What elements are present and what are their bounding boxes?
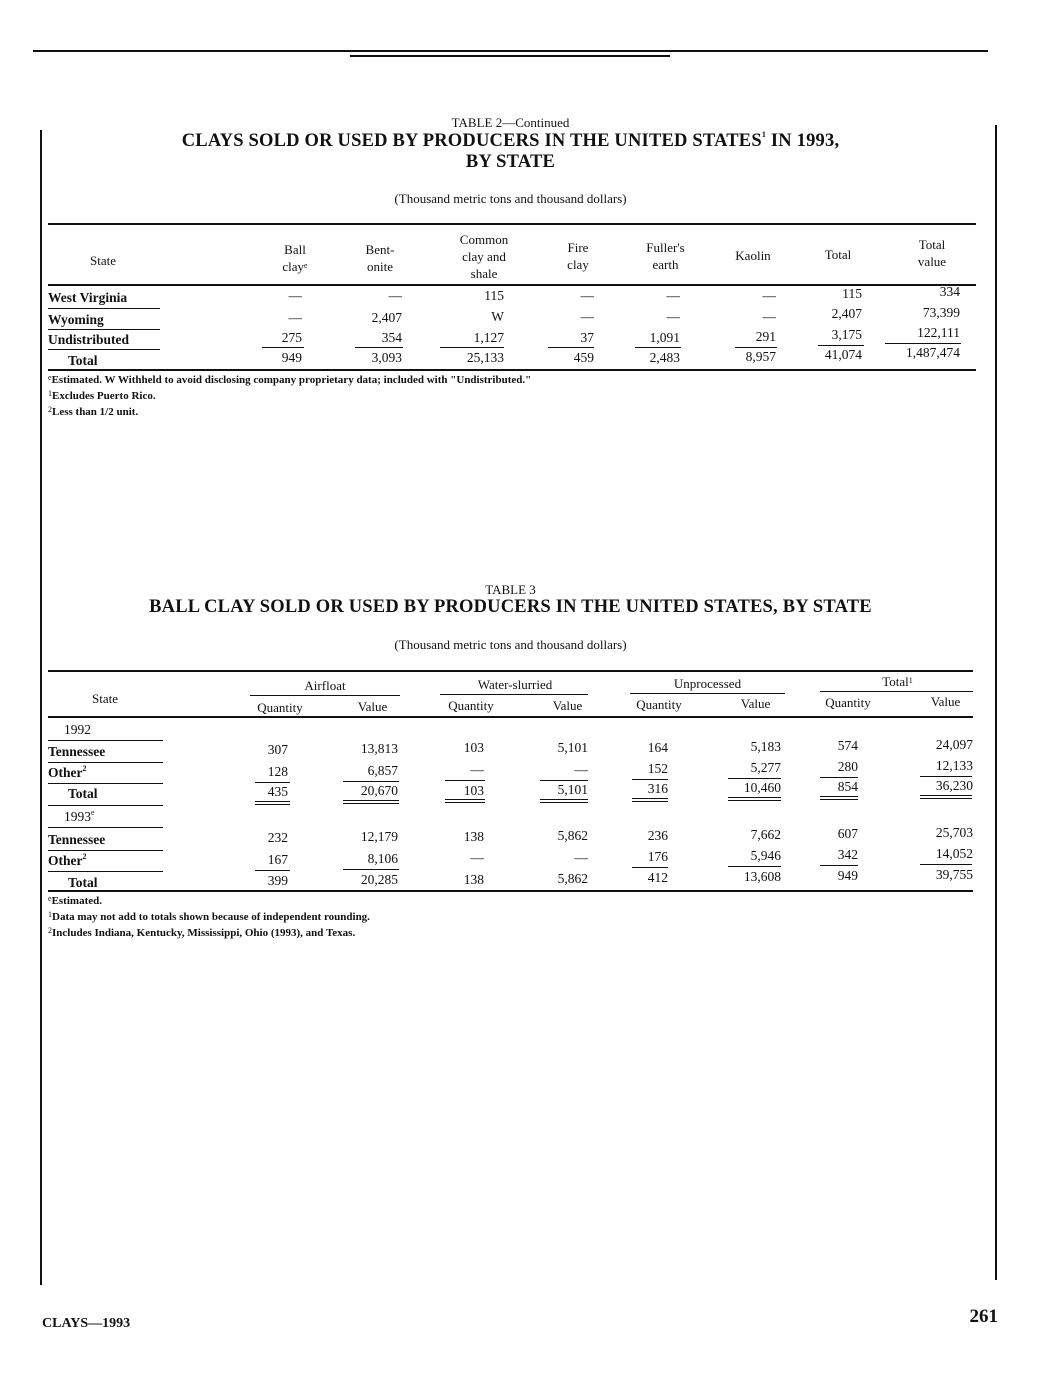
table2-cell: 2,483 (649, 350, 680, 365)
common-line2: clay and (462, 249, 506, 264)
bentonite-line1: Bent- (365, 242, 395, 257)
table2-total-underline (635, 347, 681, 348)
table2-units: (Thousand metric tons and thousand dollars) (394, 191, 627, 206)
table3-cell: 103 (463, 783, 484, 798)
table2-cell: 122,111 (917, 325, 960, 340)
table3-cell: 8,106 (367, 851, 398, 866)
table3-group-underline (440, 694, 588, 695)
table3-total-underline (343, 781, 399, 782)
table3-cell: 5,862 (557, 871, 588, 886)
table2-cell: 25,133 (466, 350, 504, 365)
common-line3: shale (470, 266, 498, 281)
table3-cell: 167 (267, 852, 288, 867)
table2-cell: 2,407 (371, 310, 402, 325)
table2-header-total: Total (824, 247, 852, 262)
table3-total-underline (820, 777, 858, 778)
table3-double-underline (255, 801, 290, 802)
table2-header-state: State (90, 253, 116, 268)
table3-cell: 5,946 (750, 848, 781, 863)
table2-row-state: Wyoming (48, 312, 104, 327)
table3-total-underline (632, 867, 668, 868)
table3-cell: 24,097 (935, 737, 973, 752)
table3-cell: 12,133 (935, 758, 973, 773)
table3-cell: 5,101 (557, 782, 588, 797)
table3-double-underline (728, 800, 781, 801)
table3-cell: 399 (267, 873, 288, 888)
table3-header-state: State (92, 691, 118, 706)
table2-stub-underline (48, 329, 160, 330)
table3-subheader-value: Value (552, 698, 583, 713)
table3-header-water-slurried: Water-slurried (477, 677, 553, 692)
table2-header-bentonite (345, 241, 415, 275)
table3-subheader-value: Value (740, 696, 771, 711)
table2-top-rule (48, 223, 976, 225)
footer-left: CLAYS—1993 (42, 1316, 131, 1331)
table3-stub-underline (48, 783, 163, 784)
table3-cell: 5,277 (750, 760, 781, 775)
table3-double-underline (540, 799, 588, 800)
table2-cell: 459 (573, 350, 594, 365)
table3-header-total: Total$^1$ (882, 674, 913, 689)
table3-year-label: 1993e (64, 808, 95, 824)
table2-cell: 115 (484, 288, 504, 303)
table2-cell: — (288, 288, 302, 303)
table3-subheader-quantity: Quantity (257, 700, 303, 715)
table3-cell: 949 (837, 868, 858, 883)
table3-row-state: Tennessee (48, 832, 106, 847)
table2-header-kaolin: Kaolin (735, 248, 771, 263)
table2-cell: 275 (281, 330, 302, 345)
table3-cell: 176 (647, 849, 668, 864)
table3-cell: 342 (837, 847, 858, 862)
table2-cell: — (580, 309, 594, 324)
table2-row-state-total: Total (68, 353, 98, 368)
table3-group-underline (250, 695, 400, 696)
top-rule-thick (350, 55, 670, 57)
table2-title-line2: BY STATE (465, 152, 556, 172)
table3-cell: — (574, 850, 588, 865)
table2-header-fire-clay (548, 239, 608, 273)
table3-double-underline (632, 798, 668, 799)
table3-title: BALL CLAY SOLD OR USED BY PRODUCERS IN THE UNITED STATES, BY STATE (149, 597, 872, 617)
table3-row-state-total: Total (68, 786, 98, 801)
table2-cell: — (666, 288, 680, 303)
table3-total-underline (820, 865, 858, 866)
table2-header-total-value (897, 236, 967, 270)
table2-cell: 354 (381, 330, 402, 345)
table3-stub-underline (48, 805, 163, 806)
table3-subheader-value: Value (357, 699, 388, 714)
total-value-line1: Total (918, 237, 946, 252)
table3-stub-underline (48, 850, 163, 851)
table3-total-underline (728, 778, 781, 779)
table2-cell: 37 (580, 330, 594, 345)
table3-group-underline (630, 693, 785, 694)
table2-total-underline (262, 347, 304, 348)
table3-cell: 138 (463, 829, 484, 844)
table2-note: $^e$Estimated. W Withheld to avoid disclosing company proprietary data; included with "Undistributed." (48, 373, 532, 386)
table3-double-underline (343, 803, 399, 804)
table2-header-ball-clay (260, 241, 330, 275)
table3-total-underline (632, 779, 668, 780)
table3-cell: 13,608 (743, 869, 781, 884)
table3-cell: 13,813 (360, 741, 398, 756)
table3-row-state: Other$^2$ (48, 852, 87, 868)
table2-title-line1: CLAYS SOLD OR USED BY PRODUCERS IN THE UNITED STATES (181, 131, 762, 151)
table2-cell: — (666, 309, 680, 324)
table2-cell: 1,091 (649, 330, 680, 345)
table3-double-underline (445, 802, 485, 803)
fullers-line2: earth (652, 257, 679, 272)
table3-top-rule (48, 670, 973, 672)
table3-cell: 138 (463, 872, 484, 887)
table3-subheader-quantity: Quantity (448, 698, 494, 713)
table3-bottom-rule (48, 890, 973, 892)
table2-row-state: West Virginia (48, 290, 128, 305)
table3-total-underline (920, 776, 972, 777)
table3-total-underline (255, 870, 290, 871)
table2-total-underline (818, 345, 864, 346)
table2-cell: W (491, 309, 504, 324)
table3-stub-underline (48, 740, 163, 741)
table2-header-common-clay (444, 231, 524, 282)
fire-line2: clay (567, 257, 589, 272)
table2-cell: — (762, 309, 776, 324)
table3-cell: 5,101 (557, 740, 588, 755)
table2-total-underline (355, 347, 403, 348)
table3-subheader-value: Value (930, 694, 961, 709)
table3-cell: 164 (647, 740, 668, 755)
table3-cell: 20,285 (360, 872, 398, 887)
table2-cell: 3,093 (371, 350, 402, 365)
table3-row-state: Tennessee (48, 744, 106, 759)
table3-label: TABLE 3 (485, 582, 536, 597)
table2-cell: 949 (281, 350, 302, 365)
table3-double-underline (728, 797, 781, 798)
table3-cell: 316 (647, 781, 668, 796)
table3-stub-underline (48, 827, 163, 828)
table2-cell: — (762, 288, 776, 303)
table2-title-line1-end: IN 1993, (766, 131, 840, 151)
table2-cell: — (388, 288, 402, 303)
table3-cell: 103 (463, 740, 484, 755)
table3-double-underline (820, 799, 858, 800)
table3-double-underline (632, 801, 668, 802)
table3-note: $^2$Includes Indiana, Kentucky, Mississippi, Ohio (1993), and Texas. (48, 926, 356, 939)
table2-cell: 291 (755, 329, 776, 344)
table3-cell: 6,857 (367, 763, 398, 778)
table2-header-fullers-earth (628, 239, 703, 273)
table3-double-underline (343, 800, 399, 801)
table3-cell: 14,052 (935, 846, 973, 861)
ball-clay-line2: clay$^e$ (282, 259, 308, 274)
table3-cell: 36,230 (935, 778, 973, 793)
table2-cell: 8,957 (745, 349, 776, 364)
table3-double-underline (255, 804, 290, 805)
table2-cell: 2,407 (831, 306, 862, 321)
table3-cell: 280 (837, 759, 858, 774)
ball-clay-line1: Ball (284, 242, 306, 257)
table3-cell: 152 (647, 761, 668, 776)
table3-subheader-quantity: Quantity (636, 697, 682, 712)
table3-total-underline (728, 866, 781, 867)
table3-cell: 128 (267, 764, 288, 779)
table3-cell: 307 (267, 742, 288, 757)
table2-total-underline (548, 347, 594, 348)
common-line1: Common (459, 232, 509, 247)
table3-cell: 20,670 (360, 783, 398, 798)
table2-cell: — (580, 288, 594, 303)
table3-double-underline (820, 796, 858, 797)
table2-cell: 3,175 (831, 327, 862, 342)
right-margin-line (995, 125, 997, 1280)
left-margin-line (40, 130, 42, 1285)
table2-stub-underline (48, 308, 160, 309)
table3-cell: 10,460 (743, 780, 781, 795)
table3-cell: — (574, 762, 588, 777)
table3-cell: 435 (267, 784, 288, 799)
table3-cell: 7,662 (750, 827, 781, 842)
table3-units: (Thousand metric tons and thousand dollars) (394, 637, 627, 652)
table2-title (0, 131, 1021, 152)
table3-cell: 5,862 (557, 828, 588, 843)
table2-total-underline (440, 347, 504, 348)
table2-cell: 73,399 (922, 305, 960, 320)
table3-total-underline (445, 780, 485, 781)
fullers-line1: Fuller's (646, 240, 685, 255)
table3-group-underline (820, 691, 973, 692)
table3-cell: 574 (837, 738, 858, 753)
table3-cell: 607 (837, 826, 858, 841)
table3-cell: 232 (267, 830, 288, 845)
table2-cell: — (288, 310, 302, 325)
table3-cell: — (470, 762, 484, 777)
fire-line1: Fire (567, 240, 589, 255)
table3-total-underline (255, 782, 290, 783)
table3-cell: 12,179 (360, 829, 398, 844)
top-rule (33, 50, 988, 52)
table3-total-underline (920, 864, 972, 865)
table3-cell: — (470, 850, 484, 865)
table3-row-state-total: Total (68, 875, 98, 890)
table3-cell: 236 (647, 828, 668, 843)
table2-note: $^2$Less than 1/2 unit. (48, 405, 139, 418)
bentonite-line2: onite (367, 259, 393, 274)
table3-cell: 854 (837, 779, 858, 794)
table2-cell: 334 (939, 284, 960, 299)
table2-cell: 41,074 (824, 347, 862, 362)
table3-total-underline (540, 780, 588, 781)
table2-bottom-rule (48, 369, 976, 371)
table3-cell: 412 (647, 870, 668, 885)
table2-title-sup: 1 (761, 130, 767, 139)
table2-cell: 115 (842, 286, 862, 301)
page-number: 261 (969, 1306, 998, 1327)
table2-total-underline (885, 343, 961, 344)
table3-subheader-quantity: Quantity (825, 695, 871, 710)
total-value-line2: value (917, 254, 947, 269)
table3-cell: 5,183 (750, 739, 781, 754)
table3-total-underline (343, 869, 399, 870)
table3-header-rule (48, 716, 973, 718)
table2-row-state: Undistributed (48, 332, 130, 347)
table3-note: $^e$Estimated. (48, 894, 102, 907)
table2-total-underline (735, 347, 777, 348)
table3-header-unprocessed: Unprocessed (673, 676, 742, 691)
table2-cell: 1,487,474 (906, 345, 960, 360)
table3-double-underline (445, 799, 485, 800)
table3-stub-underline (48, 871, 163, 872)
table3-double-underline (540, 802, 588, 803)
table3-double-underline (920, 798, 972, 799)
table2-cell: 1,127 (473, 330, 504, 345)
table3-header-airfloat: Airfloat (304, 678, 346, 693)
table3-row-state: Other$^2$ (48, 764, 87, 780)
table3-stub-underline (48, 762, 163, 763)
table2-stub-underline (48, 349, 160, 350)
table3-cell: 39,755 (935, 867, 973, 882)
table3-year-label: 1992 (64, 722, 91, 737)
table2-note: $^1$Excludes Puerto Rico. (48, 389, 156, 402)
table3-note: $^1$Data may not add to totals shown because of independent rounding. (48, 910, 370, 923)
table3-cell: 25,703 (935, 825, 973, 840)
table2-label: TABLE 2—Continued (451, 115, 570, 130)
table3-double-underline (920, 795, 972, 796)
